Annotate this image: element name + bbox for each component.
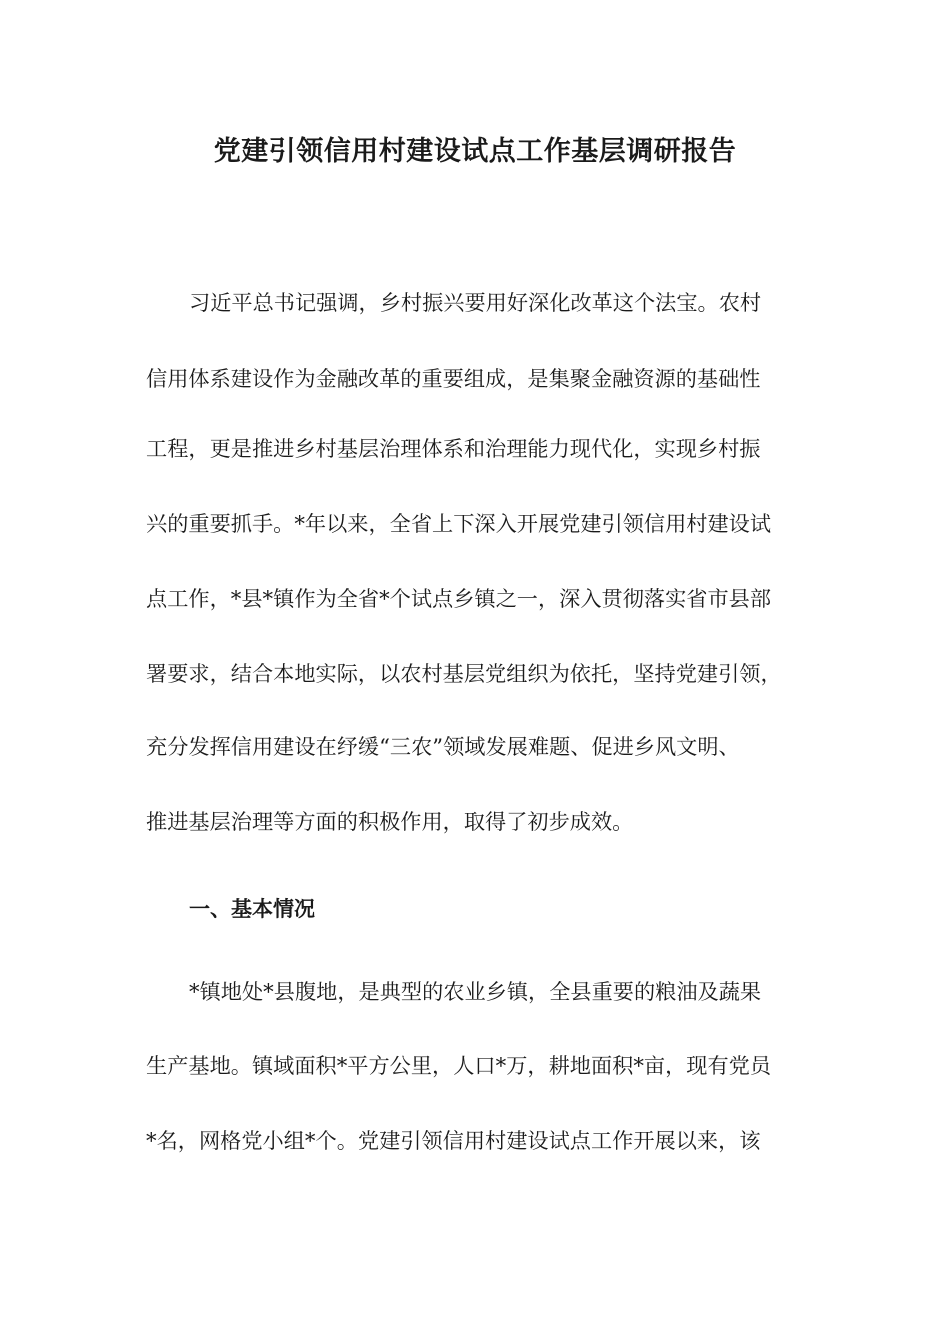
intro-line-5: 点工作，*县*镇作为全省*个试点乡镇之一，深入贯彻落实省市县部 xyxy=(146,586,772,611)
intro-line-1: 习近平总书记强调，乡村振兴要用好深化改革这个法宝。农村 xyxy=(189,290,762,315)
intro-line-3: 工程，更是推进乡村基层治理体系和治理能力现代化，实现乡村振 xyxy=(146,436,761,461)
intro-line-4: 兴的重要抓手。*年以来，全省上下深入开展党建引领信用村建设试 xyxy=(146,511,772,536)
section1-line-3: *名，网格党小组*个。党建引领信用村建设试点工作开展以来，该 xyxy=(146,1128,761,1153)
intro-line-6: 署要求，结合本地实际，以农村基层党组织为依托，坚持党建引领， xyxy=(146,661,782,686)
intro-line-8: 推进基层治理等方面的积极作用，取得了初步成效。 xyxy=(146,809,634,834)
section-heading: 一、基本情况 xyxy=(189,897,315,921)
section1-line-1: *镇地处*县腹地，是典型的农业乡镇，全县重要的粮油及蔬果 xyxy=(189,979,762,1004)
intro-line-7: 充分发挥信用建设在纾缓“三农”领域发展难题、促进乡风文明、 xyxy=(146,734,740,759)
section1-line-2: 生产基地。镇域面积*平方公里，人口*万，耕地面积*亩，现有党员 xyxy=(146,1053,772,1078)
document-title: 党建引领信用村建设试点工作基层调研报告 xyxy=(213,136,737,167)
intro-line-2: 信用体系建设作为金融改革的重要组成，是集聚金融资源的基础性 xyxy=(146,366,761,391)
